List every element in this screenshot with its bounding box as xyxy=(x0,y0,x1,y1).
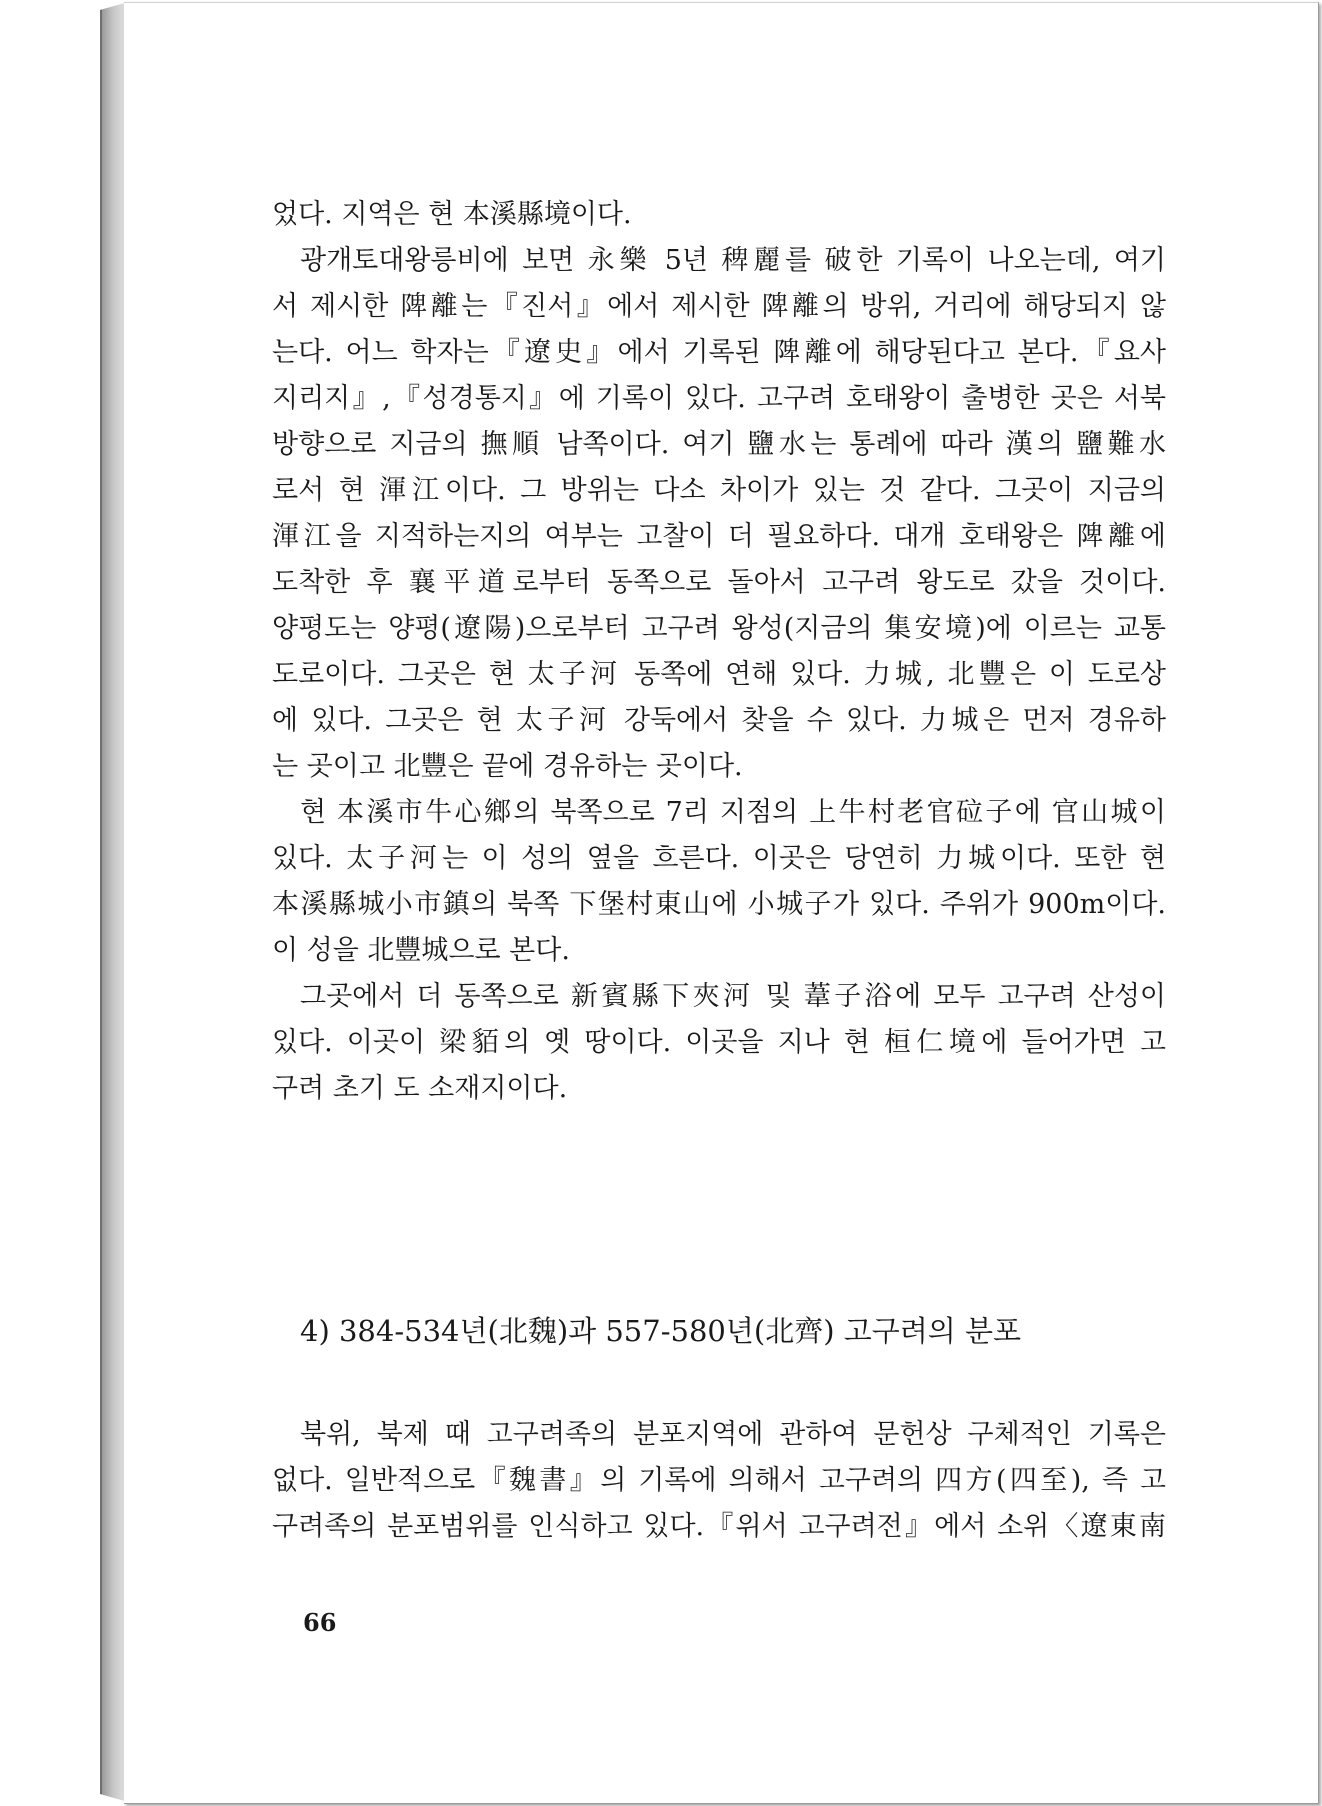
text-line: 서 제시한 陴離는『진서』에서 제시한 陴離의 방위, 거리에 해당되지 않 xyxy=(272,291,1166,322)
text-line: 는 곳이고 北豐은 끝에 경유하는 곳이다. xyxy=(272,751,743,782)
text-line: 구려 초기 도 소재지이다. xyxy=(272,1073,568,1104)
text-line: 구려족의 분포범위를 인식하고 있다.『위서 고구려전』에서 소위〈遼東南 xyxy=(272,1511,1166,1542)
text-line: 광개토대왕릉비에 보면 永樂 5년 稗麗를 破한 기록이 나오는데, 여기 xyxy=(300,245,1166,276)
text-line: 북위, 북제 때 고구려족의 분포지역에 관하여 문헌상 구체적인 기록은 xyxy=(300,1419,1166,1450)
text-line: 도로이다. 그곳은 현 太子河 동쪽에 연해 있다. 力城, 北豐은 이 도로상 xyxy=(272,659,1166,690)
text-line: 있다. 太子河는 이 성의 옆을 흐른다. 이곳은 당연히 力城이다. 또한 현 xyxy=(272,843,1166,874)
section-heading: 4) 384-534년(北魏)과 557-580년(北齊) 고구려의 분포 xyxy=(300,1314,1022,1348)
text-line: 本溪縣城小市鎮의 북쪽 下堡村東山에 小城子가 있다. 주위가 900m이다. xyxy=(272,889,1166,920)
text-line: 방향으로 지금의 撫順 남쪽이다. 여기 鹽水는 통례에 따라 漢의 鹽難水 xyxy=(272,429,1166,460)
body-text xyxy=(272,192,1166,1112)
text-line: 이 성을 北豐城으로 본다. xyxy=(272,935,570,966)
text-line: 에 있다. 그곳은 현 太子河 강둑에서 찾을 수 있다. 力城은 먼저 경유하 xyxy=(272,705,1166,736)
section-body-text xyxy=(272,1412,1166,1550)
text-line: 도착한 후 襄平道로부터 동쪽으로 돌아서 고구려 왕도로 갔을 것이다. xyxy=(272,567,1166,598)
text-line: 渾江을 지적하는지의 여부는 고찰이 더 필요하다. 대개 호태왕은 陴離에 xyxy=(272,521,1166,552)
page-number: 66 xyxy=(303,1608,337,1637)
text-line: 는다. 어느 학자는『遼史』에서 기록된 陴離에 해당된다고 본다.『요사 xyxy=(272,337,1166,368)
text-line: 로서 현 渾江이다. 그 방위는 다소 차이가 있는 것 같다. 그곳이 지금의 xyxy=(272,475,1166,506)
text-line: 양평도는 양평(遼陽)으로부터 고구려 왕성(지금의 集安境)에 이르는 교통 xyxy=(272,613,1166,644)
text-line: 었다. 지역은 현 本溪縣境이다. xyxy=(272,199,632,230)
text-line: 현 本溪市牛心鄉의 북쪽으로 7리 지점의 上牛村老官砬子에 官山城이 xyxy=(300,797,1166,828)
text-line: 없다. 일반적으로『魏書』의 기록에 의해서 고구려의 四方(四至), 즉 고 xyxy=(272,1465,1166,1496)
text-line: 지리지』,『성경통지』에 기록이 있다. 고구려 호태왕이 출병한 곳은 서북 xyxy=(272,383,1166,414)
text-line: 있다. 이곳이 梁貊의 옛 땅이다. 이곳을 지나 현 桓仁境에 들어가면 고 xyxy=(272,1027,1166,1058)
text-line: 그곳에서 더 동쪽으로 新賓縣下夾河 및 葦子浴에 모두 고구려 산성이 xyxy=(300,981,1166,1012)
